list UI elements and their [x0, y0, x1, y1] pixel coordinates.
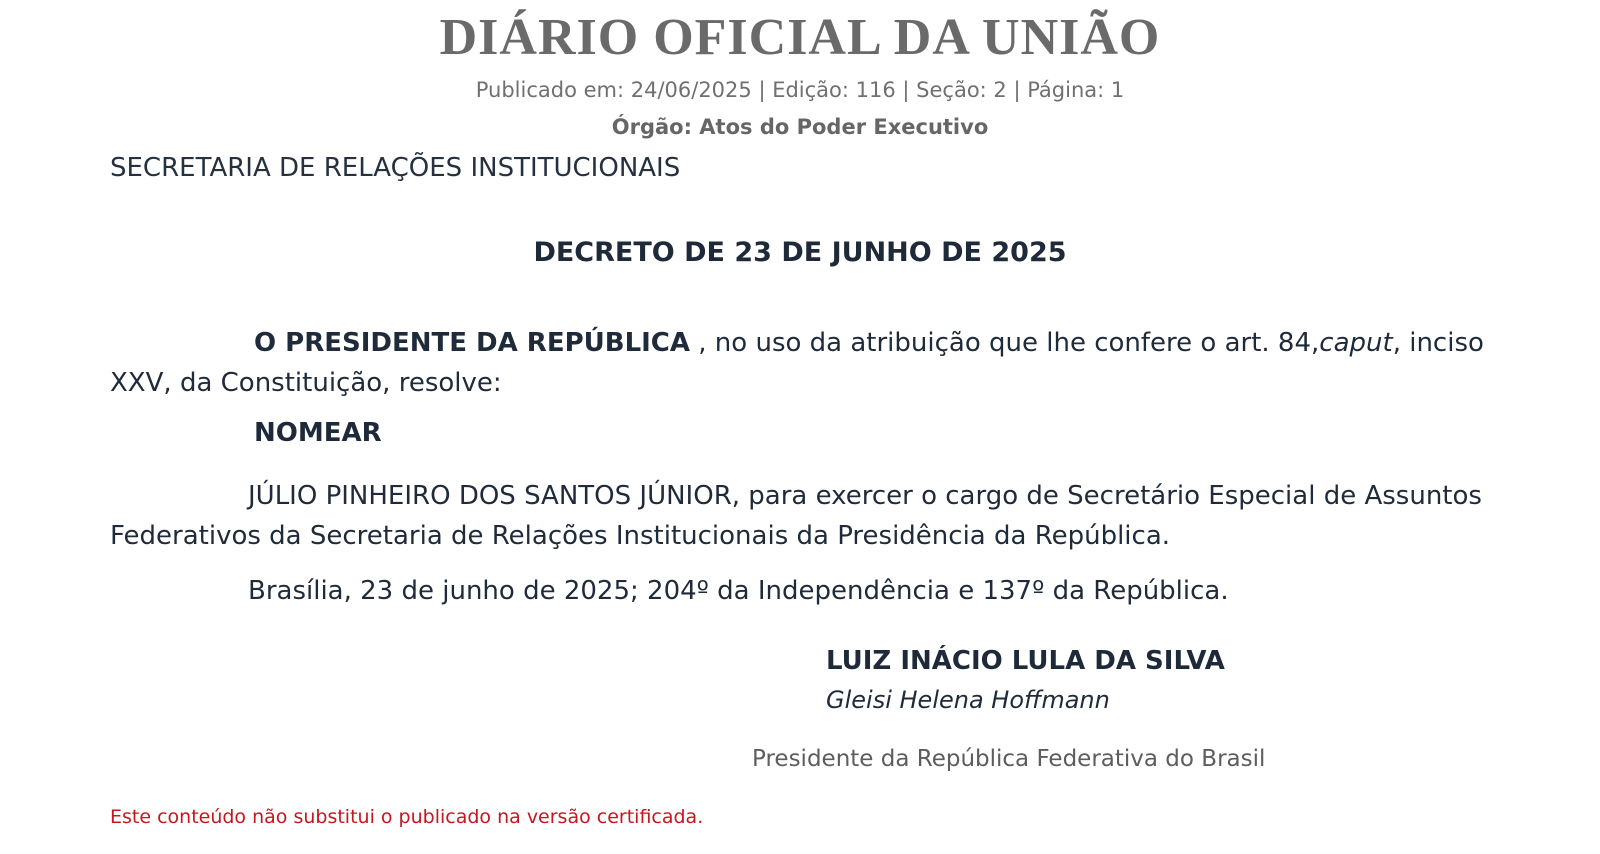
masthead-title: DIÁRIO OFICIAL DA UNIÃO — [439, 9, 1161, 66]
preamble-paragraph — [110, 323, 1500, 403]
president-title: Presidente da República Federativa do Brasil — [752, 746, 1266, 772]
place-date-paragraph: Brasília, 23 de junho de 2025; 204º da Independência e 137º da República. — [248, 576, 1229, 606]
action-verb: NOMEAR — [254, 418, 382, 448]
publication-info: Publicado em: 24/06/2025 | Edição: 116 | Seção: 2 | Página: 1 — [475, 78, 1125, 102]
president-signature: LUIZ INÁCIO LULA DA SILVA — [826, 646, 1225, 676]
secretaria-heading: SECRETARIA DE RELAÇÕES INSTITUCIONAIS — [110, 153, 681, 183]
certified-version-disclaimer: Este conteúdo não substitui o publicado na versão certificada. — [110, 806, 704, 828]
appointment-paragraph: JÚLIO PINHEIRO DOS SANTOS JÚNIOR, para exercer o cargo de Secretário Especial de Assuntos Federativos da Secretaria de Relações Institucionais da Presidência da República. — [110, 481, 1482, 551]
preamble-text-after: , inciso XXV, da Constituição, resolve: — [110, 328, 1484, 398]
orgao-label: Órgão: Atos do Poder Executivo — [611, 115, 989, 139]
decree-title: DECRETO DE 23 DE JUNHO DE 2025 — [533, 237, 1067, 268]
preamble-caput: caput — [1319, 328, 1393, 358]
preamble-text-before: , no uso da atribuição que lhe confere o art. 84, — [690, 328, 1320, 358]
minister-signature: Gleisi Helena Hoffmann — [826, 686, 1110, 714]
preamble-lead: O PRESIDENTE DA REPÚBLICA — [254, 328, 691, 358]
